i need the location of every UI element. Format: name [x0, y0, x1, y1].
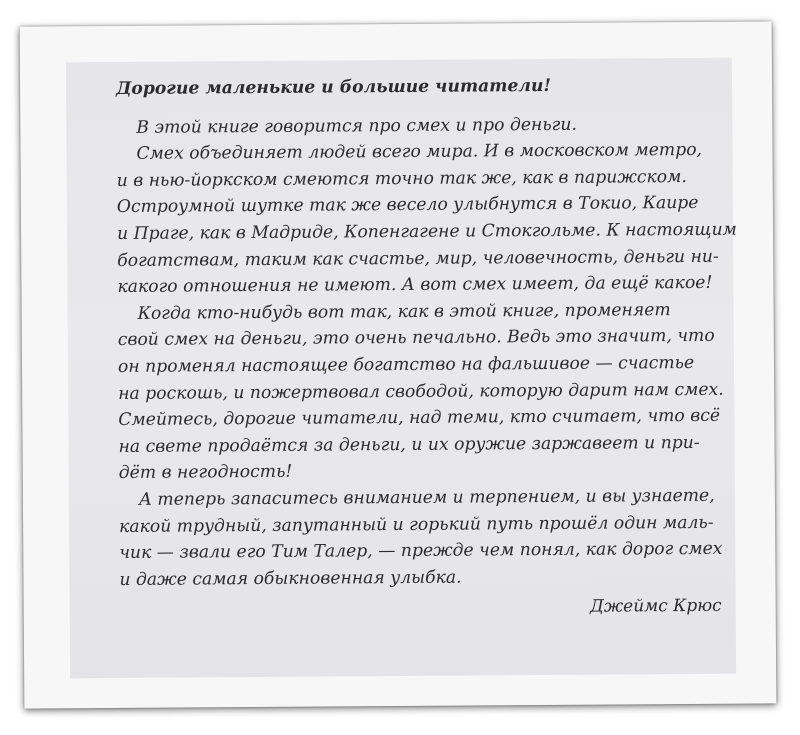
- text-line: богатствам, таким как счастье, мир, человечность, деньги ни-: [117, 246, 719, 271]
- text-line: на свете продаётся за деньги, и их оружие заржавеет и при-: [118, 432, 700, 457]
- text-line: Смех объединяет людей всего мира. И в московском метро,: [136, 140, 703, 165]
- text-line: и даже самая обыкновенная улыбка.: [119, 567, 462, 590]
- text-line: Когда кто-нибудь вот так, как в этой книге, променяет: [137, 299, 671, 324]
- text-line: Смейтесь, дорогие читатели, над теми, кто считает, что всё: [118, 405, 721, 431]
- text-line: свой смех на деньги, это очень печально. Ведь это значит, что: [117, 326, 715, 351]
- text-line: дёт в негодность!: [118, 462, 293, 484]
- text-line: он променял настоящее богатство на фальшивое — счастье: [117, 352, 695, 377]
- text-line: чик — звали его Тим Талер, — прежде чем понял, как дорог смех: [119, 538, 723, 564]
- text-line: на роскошь, и пожертвовал свободой, которую дарит нам смех.: [118, 379, 724, 404]
- text-line: В этой книге говорится про смех и про деньги.: [136, 114, 577, 138]
- text-line: А теперь запаситесь вниманием и терпением, и вы узнаете,: [138, 485, 715, 510]
- book-page: [66, 58, 736, 679]
- text-line: какого отношения не имеют. А вот смех имеет, да ещё какое!: [117, 272, 713, 298]
- text-line: какой трудный, запутанный и горький путь прошёл один маль-: [119, 512, 714, 537]
- text-line: и Праге, как в Мадриде, Копенгагене и Стокгольме. К настоящим: [116, 219, 737, 244]
- text-line: Остроумной шутке так же весело улыбнутся в Токио, Каире: [116, 193, 699, 218]
- author-signature: Джеймс Крюс: [589, 595, 722, 617]
- preface-text: [115, 72, 737, 593]
- text-line: и в нью-йоркском смеются точно так же, как в парижском.: [116, 166, 687, 191]
- preface-heading: Дорогие маленькие и большие читатели!: [115, 75, 552, 99]
